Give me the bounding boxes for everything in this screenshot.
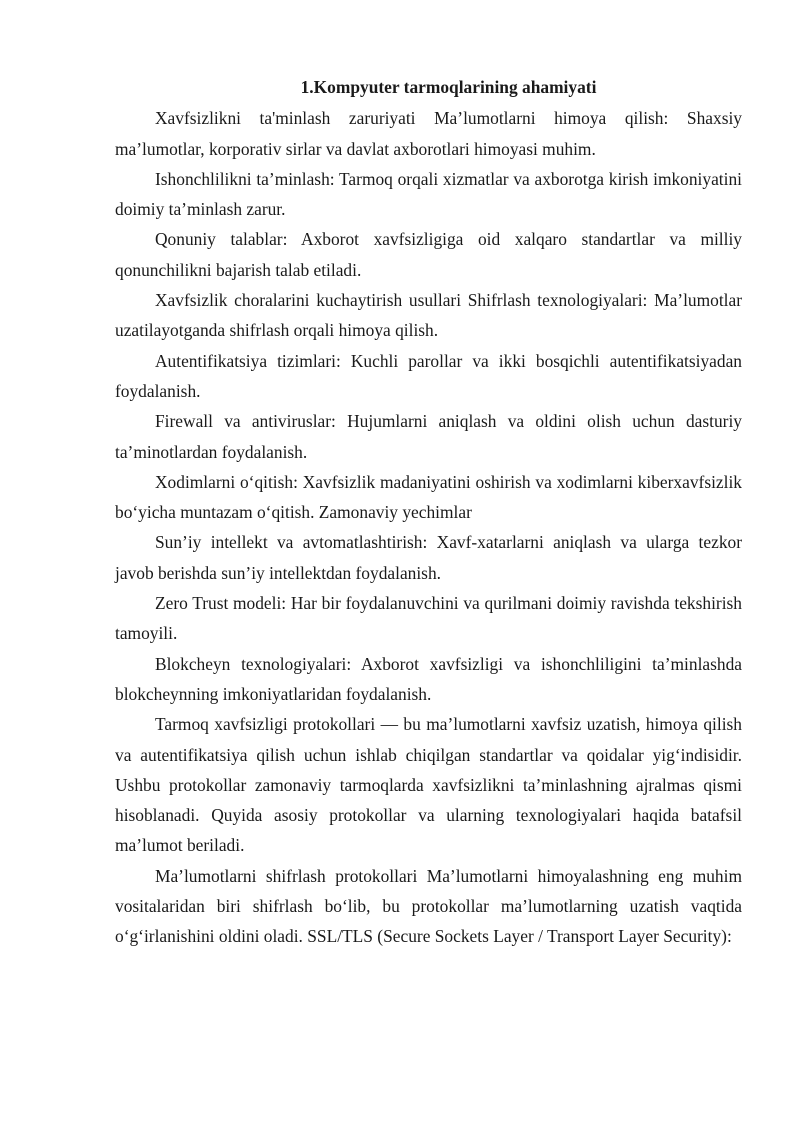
paragraph-firewall-antivirus: Firewall va antiviruslar: Hujumlarni aniqlash va oldini olish uchun dasturiy ta’minotlardan foydalanish. <box>115 411 742 462</box>
paragraph-security-need: Xavfsizlikni ta'minlash zaruriyati Ma’lumotlarni himoya qilish: Shaxsiy ma’lumotlar, korporativ sirlar va davlat axborotlari himoyasi muhim. <box>115 108 742 159</box>
document-page <box>115 72 742 952</box>
paragraph-encryption-technologies: Xavfsizlik choralarini kuchaytirish usullari Shifrlash texnologiyalari: Ma’lumotlar uzatilayotganda shifrlash orqali himoya qilish. <box>115 290 742 341</box>
paragraph-artificial-intelligence: Sun’iy intellekt va avtomatlashtirish: Xavf-xatarlarni aniqlash va ularga tezkor javob berishda sun’iy intellektdan foydalanish. <box>115 532 742 583</box>
paragraph-blockchain: Blokcheyn texnologiyalari: Axborot xavfsizligi va ishonchliligini ta’minlashda blokcheynning imkoniyatlaridan foydalanish. <box>115 653 742 704</box>
paragraph-security-protocols: Tarmoq xavfsizligi protokollari — bu ma’lumotlarni xavfsiz uzatish, himoya qilish va autentifikatsiya qilish uchun ishlab chiqilgan standartlar va qoidalar yig‘indisidir. Ushbu protokollar zamonaviy tarmoqlarda xavfsizlikni ta’minlashning ajralmas qismi hisoblanadi. Quyida asosiy protokollar va ularning texnologiyalari haqida batafsil ma’lumot beriladi. <box>115 714 742 856</box>
paragraph-staff-training: Xodimlarni o‘qitish: Xavfsizlik madaniyatini oshirish va xodimlarni kiberxavfsizlik bo‘yicha muntazam o‘qitish. Zamonaviy yechimlar <box>115 471 742 523</box>
paragraph-authentication: Autentifikatsiya tizimlari: Kuchli parollar va ikki bosqichli autentifikatsiyadan foydalanish. <box>115 350 742 401</box>
paragraph-reliability: Ishonchlilikni ta’minlash: Tarmoq orqali xizmatlar va axborotga kirish imkoniyatini doimiy ta’minlash zarur. <box>115 168 742 220</box>
paragraph-zero-trust: Zero Trust modeli: Har bir foydalanuvchini va qurilmani doimiy ravishda tekshirish tamoyili. <box>115 593 742 644</box>
document-title: 1.Kompyuter tarmoqlarining ahamiyati <box>300 77 597 97</box>
paragraph-encryption-protocols: Ma’lumotlarni shifrlash protokollari Ma’lumotlarni himoyalashning eng muhim vositalaridan biri shifrlash bo‘lib, bu protokollar ma’lumotlarning uzatish vaqtida o‘g‘irlanishini oldini oladi. SSL/TLS (Secure Sockets Layer / Transport Layer Security): <box>115 865 742 947</box>
paragraph-legal-requirements: Qonuniy talablar: Axborot xavfsizligiga oid xalqaro standartlar va milliy qonunchilikni bajarish talab etiladi. <box>115 229 742 280</box>
